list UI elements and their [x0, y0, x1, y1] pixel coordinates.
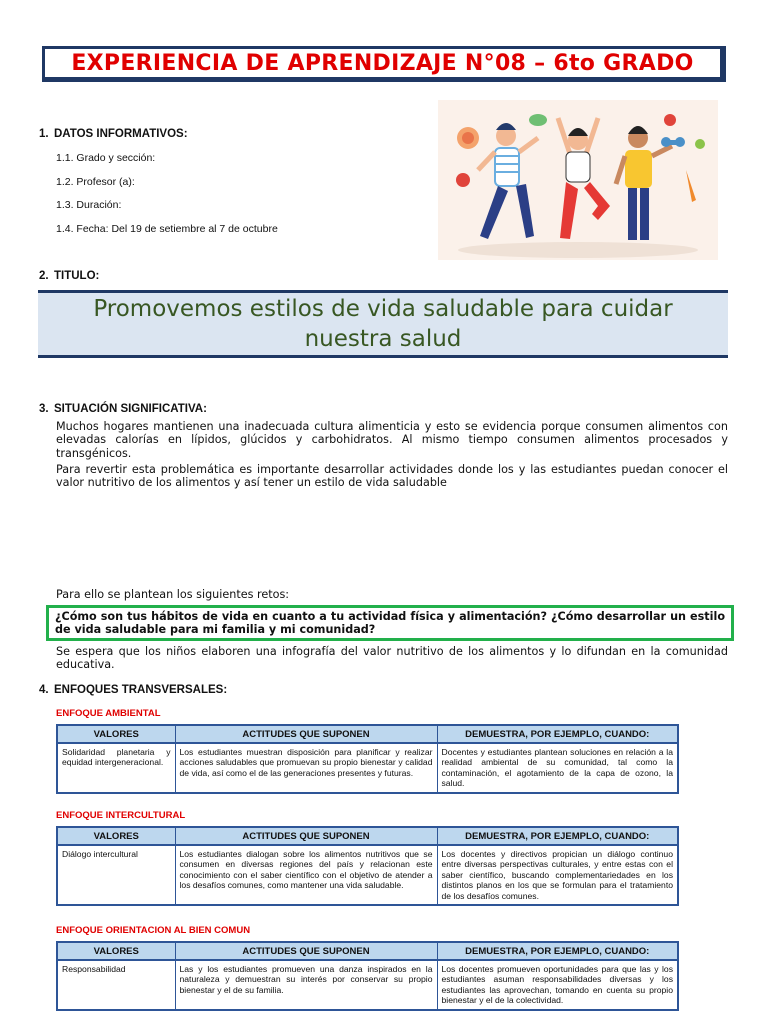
datos-duracion: 1.3. Duración: [56, 199, 122, 211]
situacion-parrafo-2: Para revertir esta problemática es importante desarrollar actividades donde los y las estudiantes puedan conocer el valor nutritivo de los alimentos y así tener un estilo de vida saludable [56, 463, 728, 490]
table-row [57, 743, 678, 793]
enfoque-ambiental-table [56, 724, 679, 794]
cell-demuestra: Los docentes promueven oportunidades para que las y los estudiantes asuman responsabilidades diversas y los estudiantes las aprovechan, tomando en cuenta su propio bienestar y el de la colectividad. [437, 960, 678, 1010]
header-actitudes: ACTITUDES QUE SUPONEN [175, 725, 437, 743]
document-title-box [42, 46, 726, 82]
cell-valor: Responsabilidad [57, 960, 175, 1010]
enfoque-bien-comun-table [56, 941, 679, 1011]
three-people-exercising-icon [438, 100, 718, 260]
header-demuestra: DEMUESTRA, POR EJEMPLO, CUANDO: [437, 942, 678, 960]
cell-actitud: Las y los estudiantes promueven una danza inspirados en la naturaleza y demuestran su interés por conservar su propio bienestar y el de su familia. [175, 960, 437, 1010]
enfoque-intercultural-label: ENFOQUE INTERCULTURAL [56, 810, 186, 821]
table-row [57, 960, 678, 1010]
enfoque-bien-comun-label: ENFOQUE ORIENTACION AL BIEN COMUN [56, 925, 251, 936]
situacion-espera: Se espera que los niños elaboren una infografía del valor nutritivo de los alimentos y lo difundan en la comunidad educativa. [56, 645, 728, 672]
header-valores: VALORES [57, 942, 175, 960]
table-header-row [57, 942, 678, 960]
cell-demuestra: Docentes y estudiantes plantean soluciones en relación a la realidad ambiental de su comunidad, tal como la contaminación, el agotamiento de la capa de ozono, la salud. [437, 743, 678, 793]
table-header-row [57, 827, 678, 845]
cell-demuestra: Los docentes y directivos propician un diálogo continuo entre diversas perspectivas culturales, y entre estas con el saber científico, buscando complementariedades en los distintos planos en los que se formulan para el tratamiento de los desafíos comunes. [437, 845, 678, 905]
section-situacion-heading: 3. SITUACIÓN SIGNIFICATIVA: [39, 403, 207, 415]
header-actitudes: ACTITUDES QUE SUPONEN [175, 942, 437, 960]
datos-grado: 1.1. Grado y sección: [56, 152, 156, 164]
cell-valor: Diálogo intercultural [57, 845, 175, 905]
header-valores: VALORES [57, 827, 175, 845]
cell-actitud: Los estudiantes muestran disposición para planificar y realizar acciones saludables que promuevan su propio bienestar y calidad de vida, así como el de las generaciones presentes y futuras. [175, 743, 437, 793]
table-row [57, 845, 678, 905]
cell-actitud: Los estudiantes dialogan sobre los alimentos nutritivos que se consumen en diversas regiones del país y relacionan este conocimiento con el saber científico con el objetivo de atender a los desafíos comunes, como mantener una vida saludable. [175, 845, 437, 905]
table-header-row [57, 725, 678, 743]
retos-intro: Para ello se plantean los siguientes retos: [56, 588, 290, 601]
datos-profesor: 1.2. Profesor (a): [56, 176, 135, 188]
titulo-text: Promovemos estilos de vida saludable para cuidar nuestra salud [93, 296, 673, 352]
header-actitudes: ACTITUDES QUE SUPONEN [175, 827, 437, 845]
retos-box: ¿Cómo son tus hábitos de vida en cuanto a tu actividad física y alimentación? ¿Cómo desarrollar un estilo de vida saludable para mi familia y mi comunidad? [46, 605, 734, 641]
cell-valor: Solidaridad planetaria y equidad intergeneracional. [57, 743, 175, 793]
header-valores: VALORES [57, 725, 175, 743]
header-demuestra: DEMUESTRA, POR EJEMPLO, CUANDO: [437, 827, 678, 845]
section-datos-heading: 1. DATOS INFORMATIVOS: [39, 128, 188, 140]
section-titulo-heading: 2. TITULO: [39, 270, 100, 282]
datos-fecha: 1.4. Fecha: Del 19 de setiembre al 7 de octubre [56, 223, 278, 235]
enfoque-intercultural-table [56, 826, 679, 906]
header-demuestra: DEMUESTRA, POR EJEMPLO, CUANDO: [437, 725, 678, 743]
enfoque-ambiental-label: ENFOQUE AMBIENTAL [56, 708, 161, 719]
section-enfoques-heading: 4. ENFOQUES TRANSVERSALES: [39, 684, 228, 696]
situacion-parrafo-1: Muchos hogares mantienen una inadecuada cultura alimenticia y esto se evidencia porque consumen alimentos con elevadas calorías en lípidos, glúcidos y carbohidratos. Al mismo tiempo consumen alimentos procesados y transgénicos. [56, 420, 728, 460]
titulo-banner [38, 290, 728, 358]
document-title: EXPERIENCIA DE APRENDIZAJE N°08 – 6to GRADO [71, 50, 694, 76]
